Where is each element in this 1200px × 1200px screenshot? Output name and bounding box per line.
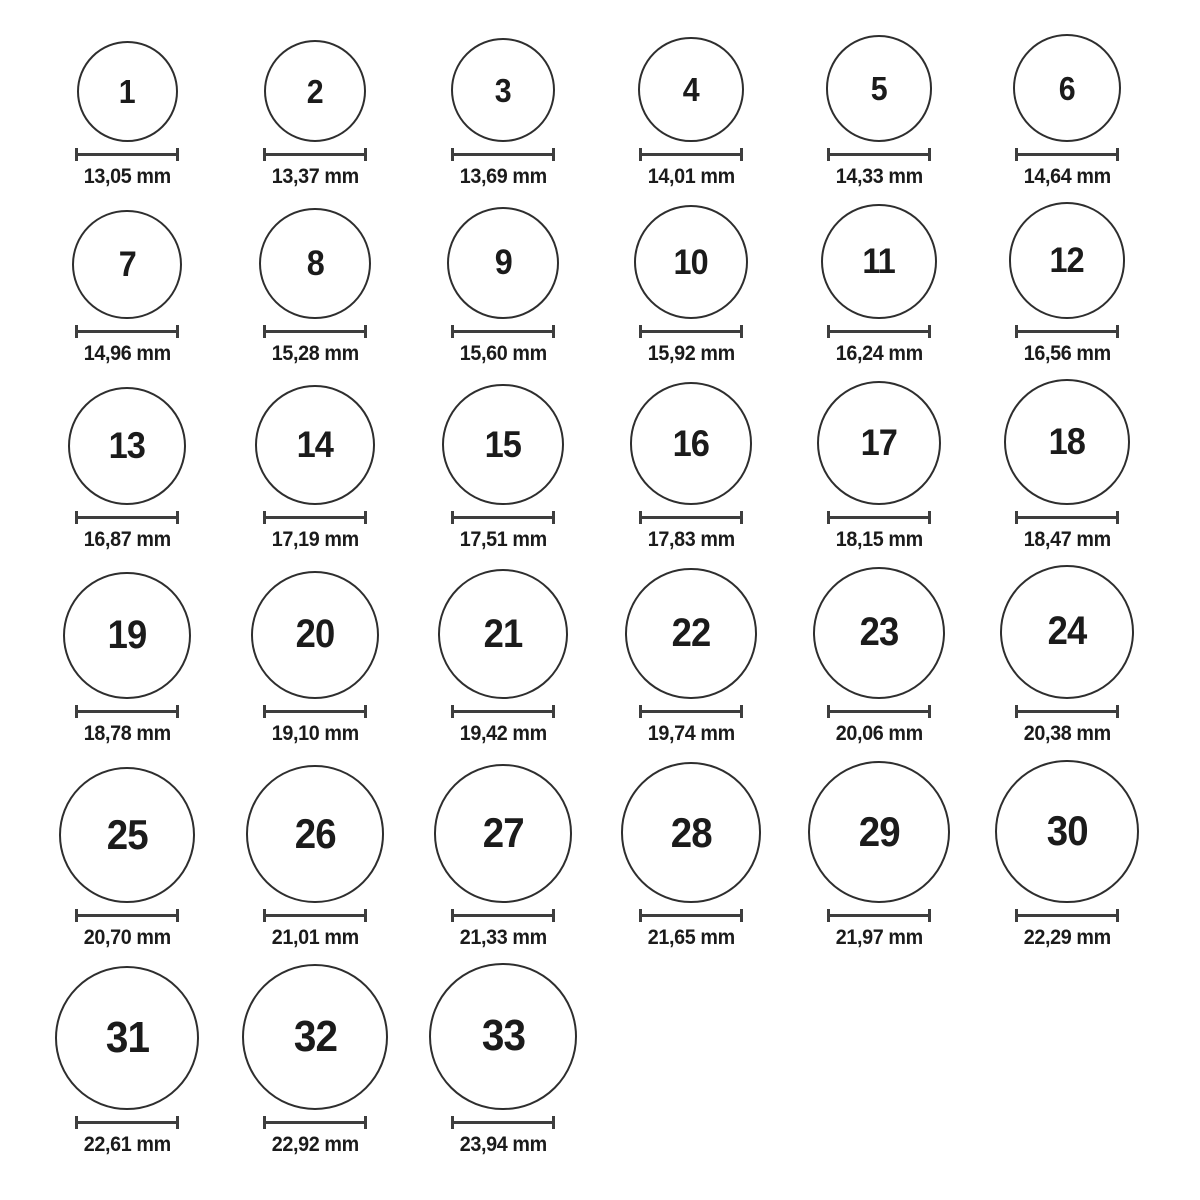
measure-bar: [75, 914, 179, 917]
measure-tick-right-icon: [1116, 148, 1119, 161]
measure-tick-left-icon: [451, 148, 454, 161]
diameter-measure-line: [263, 148, 367, 161]
measure-bar: [1015, 516, 1119, 519]
measure-bar: [451, 516, 555, 519]
diameter-label: 15,60 mm: [459, 342, 547, 366]
diameter-label: 17,51 mm: [459, 528, 547, 552]
ring-size-cell: [221, 208, 409, 365]
diameter-label: 18,47 mm: [1023, 528, 1111, 552]
ring-size-number: 32: [293, 1012, 337, 1062]
diameter-measure-line: [1015, 325, 1119, 338]
measure-bar: [263, 914, 367, 917]
ring-size-cell: [597, 37, 785, 188]
ring-size-cell: [409, 207, 597, 366]
ring-size-number: 2: [307, 72, 323, 110]
chart-row: [33, 34, 1200, 188]
ring-circle: [246, 765, 383, 902]
measure-tick-right-icon: [928, 148, 931, 161]
ring-circle: [429, 963, 576, 1110]
ring-size-number: 28: [670, 808, 712, 856]
measure-tick-right-icon: [928, 511, 931, 524]
measure-tick-right-icon: [552, 148, 555, 161]
diameter-measure-line: [451, 1116, 555, 1129]
chart-row: [33, 202, 1200, 365]
diameter-measure-line: [827, 705, 931, 718]
diameter-measure-line: [451, 325, 555, 338]
ring-size-cell: [785, 761, 973, 949]
measure-tick-left-icon: [639, 325, 642, 338]
diameter-label: 13,69 mm: [459, 165, 547, 189]
ring-size-cell: [597, 382, 785, 551]
measure-tick-left-icon: [75, 909, 78, 922]
ring-size-cell: [33, 572, 221, 745]
diameter-label: 23,94 mm: [459, 1133, 547, 1157]
measure-tick-right-icon: [1116, 511, 1119, 524]
measure-tick-right-icon: [740, 511, 743, 524]
ring-size-number: 29: [858, 807, 900, 855]
diameter-label: 13,05 mm: [83, 165, 171, 189]
diameter-label: 18,15 mm: [835, 528, 923, 552]
ring-size-number: 4: [683, 71, 699, 109]
measure-bar: [827, 330, 931, 333]
chart-row: [33, 760, 1200, 949]
measure-bar: [1015, 330, 1119, 333]
measure-tick-left-icon: [639, 511, 642, 524]
ring-circle: [1013, 34, 1121, 142]
diameter-label: 16,87 mm: [83, 528, 171, 552]
measure-tick-right-icon: [1116, 705, 1119, 718]
measure-tick-right-icon: [740, 705, 743, 718]
measure-tick-left-icon: [263, 325, 266, 338]
measure-tick-right-icon: [364, 705, 367, 718]
measure-tick-right-icon: [176, 909, 179, 922]
diameter-measure-line: [1015, 148, 1119, 161]
diameter-measure-line: [639, 148, 743, 161]
ring-size-number: 26: [294, 810, 336, 858]
diameter-measure-line: [1015, 705, 1119, 718]
diameter-measure-line: [827, 909, 931, 922]
measure-bar: [827, 710, 931, 713]
measure-tick-left-icon: [1015, 148, 1018, 161]
diameter-measure-line: [639, 909, 743, 922]
measure-tick-right-icon: [364, 325, 367, 338]
measure-tick-right-icon: [1116, 325, 1119, 338]
measure-tick-left-icon: [263, 1116, 266, 1129]
ring-circle: [447, 207, 560, 320]
diameter-label: 16,24 mm: [835, 342, 923, 366]
ring-size-cell: [973, 565, 1161, 745]
ring-size-number: 11: [862, 241, 896, 281]
diameter-measure-line: [827, 325, 931, 338]
measure-tick-right-icon: [176, 1116, 179, 1129]
measure-bar: [451, 330, 555, 333]
diameter-label: 22,29 mm: [1023, 925, 1111, 949]
ring-circle: [817, 381, 941, 505]
measure-tick-left-icon: [1015, 705, 1018, 718]
ring-size-cell: [33, 966, 221, 1157]
measure-tick-left-icon: [1015, 511, 1018, 524]
diameter-label: 20,70 mm: [83, 925, 171, 949]
diameter-label: 14,01 mm: [647, 165, 735, 189]
measure-bar: [75, 330, 179, 333]
measure-tick-left-icon: [1015, 325, 1018, 338]
measure-tick-left-icon: [639, 148, 642, 161]
measure-tick-right-icon: [740, 909, 743, 922]
ring-size-number: 22: [671, 610, 711, 655]
diameter-label: 21,01 mm: [271, 925, 359, 949]
ring-size-cell: [597, 568, 785, 746]
ring-size-number: 14: [296, 423, 334, 466]
measure-bar: [639, 153, 743, 156]
ring-circle: [813, 567, 946, 700]
diameter-measure-line: [451, 909, 555, 922]
diameter-measure-line: [263, 511, 367, 524]
diameter-label: 21,97 mm: [835, 925, 923, 949]
ring-size-number: 27: [482, 809, 524, 857]
measure-tick-left-icon: [75, 325, 78, 338]
ring-circle: [77, 41, 178, 142]
ring-circle: [1000, 565, 1134, 699]
measure-tick-left-icon: [75, 705, 78, 718]
measure-tick-right-icon: [364, 511, 367, 524]
measure-tick-right-icon: [552, 325, 555, 338]
measure-tick-left-icon: [75, 1116, 78, 1129]
measure-tick-left-icon: [639, 909, 642, 922]
ring-size-number: 6: [1059, 69, 1075, 107]
ring-size-number: 20: [295, 612, 335, 657]
measure-tick-left-icon: [263, 909, 266, 922]
measure-tick-left-icon: [639, 705, 642, 718]
measure-bar: [75, 710, 179, 713]
measure-bar: [639, 516, 743, 519]
measure-tick-left-icon: [451, 909, 454, 922]
measure-tick-left-icon: [451, 705, 454, 718]
chart-row: [33, 379, 1200, 551]
measure-tick-left-icon: [827, 909, 830, 922]
ring-circle: [434, 764, 573, 903]
measure-tick-right-icon: [176, 325, 179, 338]
ring-size-number: 16: [672, 421, 710, 464]
ring-size-cell: [785, 381, 973, 551]
diameter-label: 22,61 mm: [83, 1133, 171, 1157]
ring-size-number: 17: [860, 421, 898, 464]
ring-size-number: 13: [108, 424, 146, 467]
ring-size-cell: [785, 35, 973, 188]
measure-tick-right-icon: [740, 148, 743, 161]
measure-tick-left-icon: [451, 325, 454, 338]
measure-bar: [451, 710, 555, 713]
ring-size-number: 19: [107, 613, 147, 658]
measure-tick-right-icon: [740, 325, 743, 338]
ring-circle: [634, 205, 748, 319]
ring-size-cell: [33, 387, 221, 551]
ring-size-cell: [785, 204, 973, 366]
ring-size-number: 30: [1046, 807, 1088, 855]
ring-circle: [625, 568, 756, 699]
diameter-measure-line: [75, 1116, 179, 1129]
measure-tick-left-icon: [451, 511, 454, 524]
ring-size-cell: [597, 205, 785, 365]
diameter-measure-line: [263, 705, 367, 718]
ring-circle: [1004, 379, 1130, 505]
measure-bar: [827, 153, 931, 156]
measure-bar: [263, 153, 367, 156]
measure-bar: [451, 153, 555, 156]
ring-size-cell: [33, 767, 221, 949]
ring-circle: [630, 382, 753, 505]
diameter-measure-line: [1015, 909, 1119, 922]
ring-size-cell: [409, 569, 597, 745]
diameter-label: 15,92 mm: [647, 342, 735, 366]
diameter-measure-line: [263, 909, 367, 922]
measure-tick-left-icon: [827, 511, 830, 524]
ring-size-number: 33: [481, 1011, 525, 1061]
measure-tick-left-icon: [1015, 909, 1018, 922]
ring-size-number: 1: [119, 73, 135, 111]
diameter-measure-line: [827, 511, 931, 524]
ring-size-number: 15: [484, 422, 522, 465]
ring-circle: [826, 35, 933, 142]
ring-circle: [451, 38, 555, 142]
ring-size-cell: [221, 40, 409, 189]
ring-size-number: 31: [105, 1012, 149, 1062]
ring-circle: [438, 569, 568, 699]
ring-size-number: 3: [495, 71, 511, 109]
measure-tick-right-icon: [928, 325, 931, 338]
ring-circle: [63, 572, 190, 699]
ring-size-number: 5: [871, 70, 887, 108]
measure-tick-right-icon: [1116, 909, 1119, 922]
diameter-measure-line: [263, 1116, 367, 1129]
measure-tick-right-icon: [928, 705, 931, 718]
ring-size-cell: [785, 567, 973, 746]
ring-size-cell: [221, 765, 409, 948]
ring-size-cell: [221, 385, 409, 551]
ring-circle: [242, 964, 388, 1110]
ring-size-cell: [973, 379, 1161, 551]
measure-bar: [263, 330, 367, 333]
measure-tick-right-icon: [928, 909, 931, 922]
ring-circle: [55, 966, 200, 1111]
measure-bar: [451, 914, 555, 917]
measure-tick-left-icon: [827, 148, 830, 161]
measure-tick-right-icon: [364, 909, 367, 922]
ring-size-number: 21: [483, 611, 523, 656]
ring-circle: [821, 204, 937, 320]
measure-tick-left-icon: [263, 148, 266, 161]
diameter-label: 22,92 mm: [271, 1133, 359, 1157]
measure-tick-left-icon: [827, 325, 830, 338]
measure-tick-left-icon: [263, 511, 266, 524]
diameter-label: 18,78 mm: [83, 722, 171, 746]
diameter-label: 20,06 mm: [835, 722, 923, 746]
diameter-label: 13,37 mm: [271, 165, 359, 189]
measure-bar: [263, 1121, 367, 1124]
diameter-label: 19,10 mm: [271, 722, 359, 746]
diameter-label: 15,28 mm: [271, 342, 359, 366]
ring-circle: [638, 37, 743, 142]
diameter-measure-line: [451, 705, 555, 718]
diameter-measure-line: [639, 705, 743, 718]
ring-circle: [1009, 202, 1126, 319]
ring-circle: [808, 761, 950, 903]
ring-circle: [442, 384, 563, 505]
ring-circle: [59, 767, 195, 903]
ring-size-number: 9: [494, 243, 512, 283]
diameter-label: 17,83 mm: [647, 528, 735, 552]
diameter-measure-line: [75, 148, 179, 161]
measure-bar: [1015, 914, 1119, 917]
diameter-label: 21,33 mm: [459, 925, 547, 949]
measure-bar: [75, 1121, 179, 1124]
ring-size-cell: [33, 41, 221, 188]
ring-circle: [621, 762, 761, 902]
ring-circle: [72, 210, 182, 320]
diameter-label: 16,56 mm: [1023, 342, 1111, 366]
measure-bar: [75, 153, 179, 156]
ring-size-number: 25: [106, 810, 148, 858]
diameter-measure-line: [639, 325, 743, 338]
measure-bar: [639, 710, 743, 713]
diameter-measure-line: [75, 325, 179, 338]
diameter-measure-line: [451, 148, 555, 161]
diameter-label: 17,19 mm: [271, 528, 359, 552]
ring-size-cell: [409, 38, 597, 188]
measure-tick-right-icon: [364, 1116, 367, 1129]
ring-size-number: 10: [673, 242, 709, 282]
measure-tick-left-icon: [263, 705, 266, 718]
diameter-measure-line: [75, 909, 179, 922]
measure-bar: [639, 330, 743, 333]
ring-size-cell: [409, 764, 597, 949]
measure-bar: [1015, 153, 1119, 156]
ring-size-cell: [409, 384, 597, 551]
measure-bar: [263, 710, 367, 713]
measure-bar: [263, 516, 367, 519]
ring-circle: [264, 40, 366, 142]
diameter-measure-line: [1015, 511, 1119, 524]
measure-bar: [1015, 710, 1119, 713]
diameter-label: 19,42 mm: [459, 722, 547, 746]
ring-size-cell: [221, 571, 409, 746]
diameter-label: 19,74 mm: [647, 722, 735, 746]
measure-tick-right-icon: [552, 705, 555, 718]
ring-size-number: 7: [118, 244, 136, 284]
measure-tick-left-icon: [451, 1116, 454, 1129]
measure-bar: [827, 516, 931, 519]
ring-size-number: 18: [1048, 420, 1086, 463]
measure-bar: [639, 914, 743, 917]
ring-circle: [255, 385, 375, 505]
ring-size-number: 8: [306, 244, 324, 284]
diameter-measure-line: [75, 705, 179, 718]
chart-row: [33, 963, 1200, 1156]
measure-tick-right-icon: [176, 148, 179, 161]
ring-size-cell: [597, 762, 785, 948]
diameter-label: 21,65 mm: [647, 925, 735, 949]
diameter-label: 14,96 mm: [83, 342, 171, 366]
diameter-label: 20,38 mm: [1023, 722, 1111, 746]
ring-circle: [259, 208, 370, 319]
measure-tick-right-icon: [552, 1116, 555, 1129]
ring-size-number: 24: [1047, 609, 1087, 654]
measure-tick-left-icon: [827, 705, 830, 718]
measure-bar: [75, 516, 179, 519]
ring-size-cell: [409, 963, 597, 1156]
measure-tick-left-icon: [75, 511, 78, 524]
ring-size-cell: [973, 760, 1161, 949]
ring-size-cell: [33, 210, 221, 366]
ring-size-cell: [973, 34, 1161, 188]
ring-size-number: 23: [859, 610, 899, 655]
diameter-measure-line: [263, 325, 367, 338]
measure-bar: [827, 914, 931, 917]
measure-tick-right-icon: [552, 511, 555, 524]
measure-tick-left-icon: [75, 148, 78, 161]
measure-tick-right-icon: [176, 511, 179, 524]
measure-tick-right-icon: [552, 909, 555, 922]
diameter-measure-line: [827, 148, 931, 161]
measure-tick-right-icon: [364, 148, 367, 161]
ring-size-cell: [973, 202, 1161, 365]
diameter-label: 14,33 mm: [835, 165, 923, 189]
diameter-measure-line: [639, 511, 743, 524]
diameter-label: 14,64 mm: [1023, 165, 1111, 189]
ring-circle: [251, 571, 380, 700]
ring-size-number: 12: [1049, 241, 1085, 281]
chart-row: [33, 565, 1200, 745]
ring-circle: [68, 387, 186, 505]
measure-bar: [451, 1121, 555, 1124]
ring-size-cell: [221, 964, 409, 1156]
diameter-measure-line: [75, 511, 179, 524]
measure-tick-right-icon: [176, 705, 179, 718]
diameter-measure-line: [451, 511, 555, 524]
ring-circle: [995, 760, 1138, 903]
